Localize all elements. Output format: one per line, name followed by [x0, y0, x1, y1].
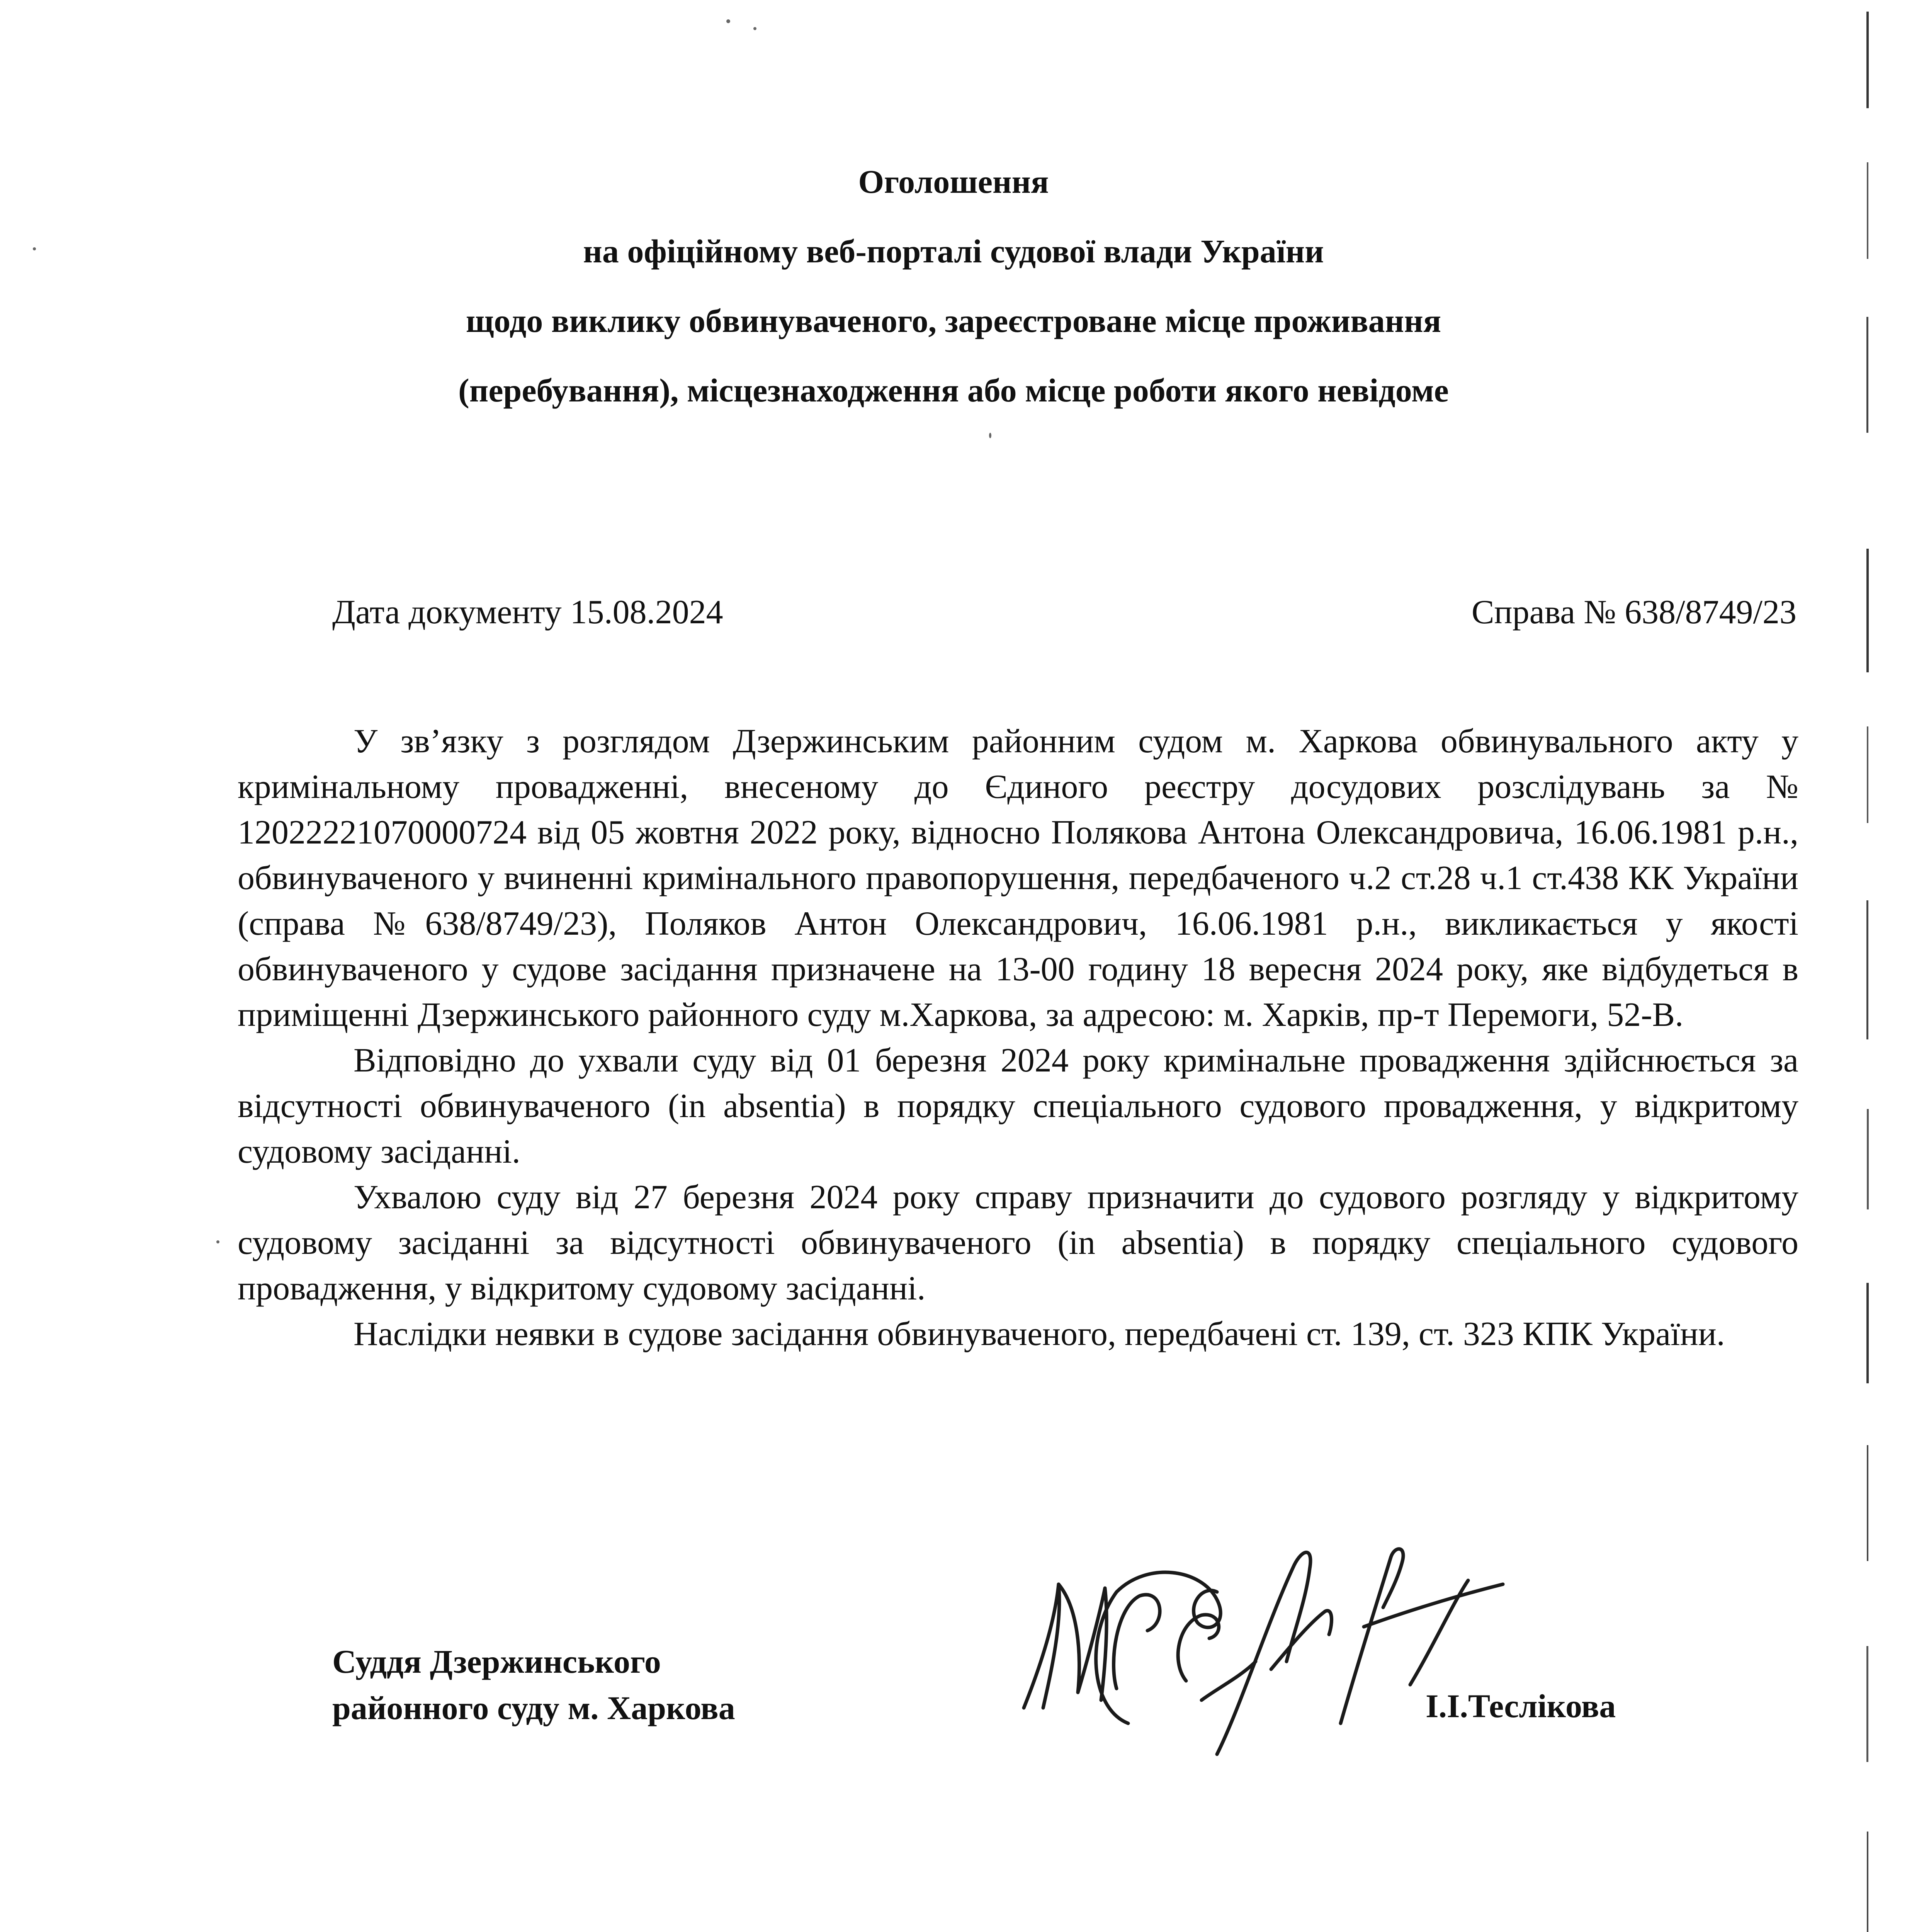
judge-name: І.І.Теслікова: [1426, 1687, 1616, 1725]
document-meta: [332, 591, 1797, 634]
scan-speck: [726, 19, 730, 23]
scan-speck: [216, 1240, 219, 1243]
handwritten-signature: [1001, 1507, 1542, 1785]
title-line-3: щодо виклику обвинуваченого, зареєстроване місце проживання: [466, 302, 1441, 339]
scan-speck: [989, 433, 991, 438]
judge-role-line-1: Суддя Дзержинського: [332, 1643, 661, 1680]
judge-role-line-2: районного суду м. Харкова: [332, 1689, 735, 1726]
body-paragraph: Відповідно до ухвали суду від 01 березня 2024 року кримінальне провадження здійснюється за відсутності обвинуваченого (in absentia) в порядку спеціального судового провадження, у відкритому судовому засіданні.: [238, 1042, 1798, 1170]
title-line-1: Оголошення: [858, 163, 1049, 200]
body-paragraph: У зв’язку з розглядом Дзержинським районним судом м. Харкова обвинувального акту у кримінальному провадженні, внесеному до Єдиного реєстру досудових розслідувань за № 12022221070000724 від 05 жовтня 2022 року, відносно Полякова Антона Олександровича, 16.06.1981 р.н., обвинуваченого у вчиненні кримінального правопорушення, передбаченого ч.2 ст.28 ч.1 ст.438 КК України (справа №638/8749/23), Поляков Антон Олександрович, 16.06.1981 р.н., викликається у якості обвинуваченого у судове засідання призначене на 13-00 годину 18 вересня 2024 року, яке відбудеться в приміщенні Дзержинського районного суду м.Харкова, за адресою: м. Харків, пр-т Перемоги, 52-В.: [238, 723, 1798, 1034]
case-number: Справа № 638/8749/23: [1471, 594, 1797, 631]
body-paragraph: Ухвалою суду від 27 березня 2024 року справу призначити до судового розгляду у відкритому судовому засіданні за відсутності обвинуваченого (in absentia) в порядку спеціального судового провадження, у відкритому судовому засіданні.: [238, 1179, 1798, 1307]
announcement-body: [238, 719, 1798, 1357]
document-date: Дата документу 15.08.2024: [332, 594, 723, 631]
announcement-title: [0, 147, 1907, 425]
title-line-4: (перебування), місцезнаходження або місце роботи якого невідоме: [458, 372, 1449, 409]
scan-speck: [753, 27, 756, 30]
judge-role: [332, 1638, 735, 1731]
title-line-2: на офіційному веб-порталі судової влади України: [583, 233, 1324, 270]
body-paragraph: Наслідки неявки в судове засідання обвинуваченого, передбачені ст. 139, ст. 323 КПК України.: [354, 1315, 1725, 1353]
